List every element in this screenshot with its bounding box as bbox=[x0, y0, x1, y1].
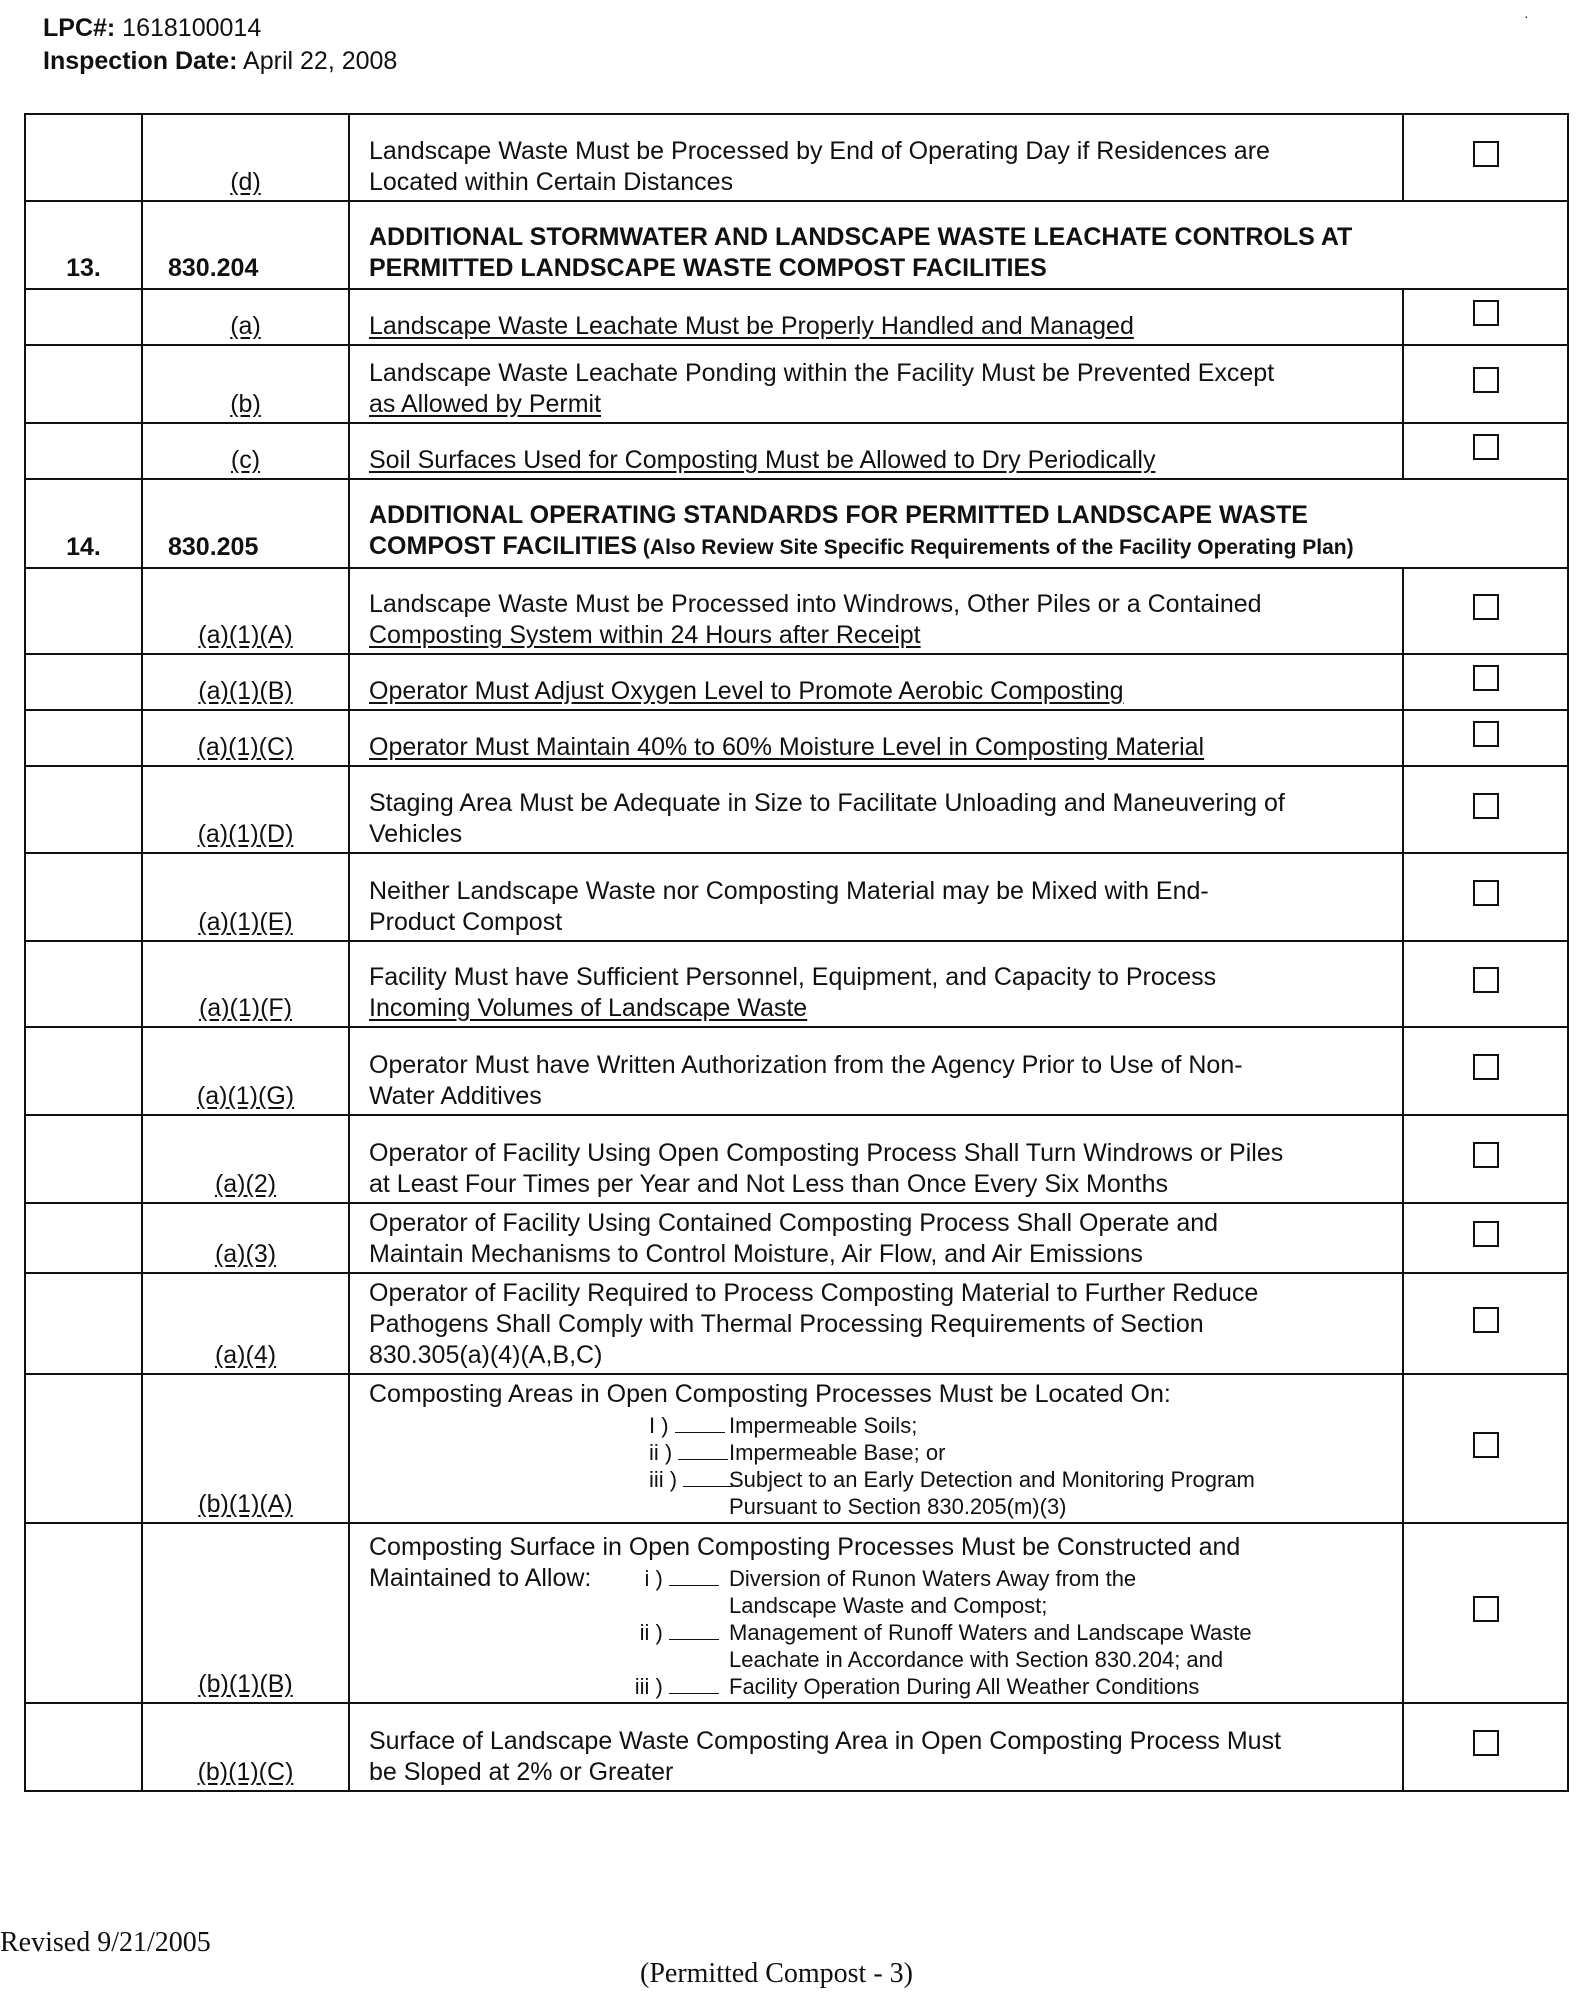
checkbox-cell bbox=[1403, 568, 1568, 654]
table-row bbox=[25, 766, 1568, 853]
checkbox-cell bbox=[1403, 1523, 1568, 1703]
table-row bbox=[25, 941, 1568, 1027]
checkbox-cell bbox=[1403, 766, 1568, 853]
table-row bbox=[25, 423, 1568, 479]
subsection-cell: (b)(1)(B) bbox=[142, 1523, 349, 1703]
location-options-list: I ) Impermeable Soils; ii ) Impermeable Base; or iii ) Subject to an Early Detection and Monitoring Program Pursuant to Section 830.205(m)(3) bbox=[649, 1413, 1255, 1519]
inspection-date-label: Inspection Date: bbox=[43, 47, 238, 75]
item-number-cell bbox=[25, 345, 142, 423]
compliance-checkbox[interactable] bbox=[1473, 1730, 1499, 1756]
checkbox-cell bbox=[1403, 1703, 1568, 1791]
checkbox-cell bbox=[1403, 710, 1568, 766]
checkbox-cell bbox=[1403, 1273, 1568, 1374]
requirement-cell: Facility Must have Sufficient Personnel, Equipment, and Capacity to Process Incoming Volumes of Landscape Waste bbox=[349, 941, 1403, 1027]
compliance-checkbox[interactable] bbox=[1473, 793, 1499, 819]
section-heading: ADDITIONAL OPERATING STANDARDS FOR PERMITTED LANDSCAPE WASTE COMPOST FACILITIES (Also Review Site Specific Requirements of the Facility Operating Plan) bbox=[349, 479, 1568, 568]
compliance-checkbox[interactable] bbox=[1473, 1307, 1499, 1333]
checkbox-cell bbox=[1403, 853, 1568, 941]
table-row bbox=[25, 1523, 1568, 1703]
table-row bbox=[25, 114, 1568, 201]
section-heading: ADDITIONAL STORMWATER AND LANDSCAPE WASTE LEACHATE CONTROLS AT PERMITTED LANDSCAPE WASTE COMPOST FACILITIES bbox=[349, 201, 1568, 289]
subsection-cell: (a)(2) bbox=[142, 1115, 349, 1203]
compliance-checkbox[interactable] bbox=[1473, 880, 1499, 906]
lpc-label: LPC#: bbox=[43, 14, 116, 42]
requirement-cell: Composting Areas in Open Composting Processes Must be Located On: I ) Impermeable Soils; ii ) Impermeable Base; or iii ) Subject to an Early Detection and Monitoring Program Pursuant to Section 830.205(m)(3) bbox=[349, 1374, 1403, 1523]
table-row bbox=[25, 1273, 1568, 1374]
requirement-cell: Operator Must Maintain 40% to 60% Moisture Level in Composting Material bbox=[349, 710, 1403, 766]
checkbox-cell bbox=[1403, 941, 1568, 1027]
requirement-cell: Operator of Facility Using Contained Composting Process Shall Operate and Maintain Mechanisms to Control Moisture, Air Flow, and Air Emissions bbox=[349, 1203, 1403, 1273]
section-header-row bbox=[25, 479, 1568, 568]
page-label: (Permitted Compost - 3) bbox=[640, 1958, 913, 1989]
requirement-cell: Neither Landscape Waste nor Composting Material may be Mixed with End- Product Compost bbox=[349, 853, 1403, 941]
inspection-date-line bbox=[43, 45, 397, 78]
table-row bbox=[25, 568, 1568, 654]
compliance-checkbox[interactable] bbox=[1473, 300, 1499, 326]
inspection-date-value: April 22, 2008 bbox=[237, 47, 398, 75]
compliance-checkbox[interactable] bbox=[1473, 967, 1499, 993]
item-number-cell bbox=[25, 710, 142, 766]
requirement-cell: Staging Area Must be Adequate in Size to Facilitate Unloading and Maneuvering of Vehicles bbox=[349, 766, 1403, 853]
compliance-checkbox[interactable] bbox=[1473, 1142, 1499, 1168]
checkbox-cell bbox=[1403, 289, 1568, 345]
table-row bbox=[25, 345, 1568, 423]
subsection-cell: (a)(1)(G) bbox=[142, 1027, 349, 1115]
compliance-checkbox[interactable] bbox=[1473, 594, 1499, 620]
item-number-cell bbox=[25, 941, 142, 1027]
item-number-cell bbox=[25, 568, 142, 654]
section-cell: 830.204 bbox=[142, 201, 349, 289]
subsection-cell: (c) bbox=[142, 423, 349, 479]
table-row bbox=[25, 1203, 1568, 1273]
table-row bbox=[25, 710, 1568, 766]
page-header bbox=[43, 12, 397, 78]
requirement-cell: Composting Surface in Open Composting Processes Must be Constructed and Maintained to Allow: i ) Diversion of Runon Waters Away from the Landscape Waste and Compost; ii ) Management of Runoff Waters and Landscape Waste Leachate in Accordance with Section 830.204; and iii ) Facility Operation During All Weather Conditions bbox=[349, 1523, 1403, 1703]
requirement-cell: Operator of Facility Using Open Composting Process Shall Turn Windrows or Piles at Least Four Times per Year and Not Less than Once Every Six Months bbox=[349, 1115, 1403, 1203]
requirement-cell: Landscape Waste Must be Processed into Windrows, Other Piles or a Contained Composting System within 24 Hours after Receipt bbox=[349, 568, 1403, 654]
requirement-cell: Operator Must have Written Authorization from the Agency Prior to Use of Non- Water Additives bbox=[349, 1027, 1403, 1115]
table-row bbox=[25, 654, 1568, 710]
table-row bbox=[25, 1027, 1568, 1115]
section-header-row bbox=[25, 201, 1568, 289]
item-number-cell bbox=[25, 1703, 142, 1791]
lpc-value: 1618100014 bbox=[115, 14, 262, 42]
section-note: (Also Review Site Specific Requirements of the Facility Operating Plan) bbox=[637, 536, 1354, 559]
checkbox-cell bbox=[1403, 1203, 1568, 1273]
item-number-cell bbox=[25, 1115, 142, 1203]
checkbox-cell bbox=[1403, 114, 1568, 201]
compliance-checkbox[interactable] bbox=[1473, 1596, 1499, 1622]
requirement-cell: Soil Surfaces Used for Composting Must be Allowed to Dry Periodically bbox=[349, 423, 1403, 479]
subsection-cell: (a)(3) bbox=[142, 1203, 349, 1273]
item-number-cell bbox=[25, 654, 142, 710]
item-number-cell: 13. bbox=[25, 201, 142, 289]
compliance-checkbox[interactable] bbox=[1473, 1432, 1499, 1458]
item-number-cell bbox=[25, 853, 142, 941]
section-cell: 830.205 bbox=[142, 479, 349, 568]
blank-line[interactable] bbox=[678, 1441, 728, 1460]
requirement-cell: Operator of Facility Required to Process Composting Material to Further Reduce Pathogens Shall Comply with Thermal Processing Requirements of Section 830.305(a)(4)(A,B,C) bbox=[349, 1273, 1403, 1374]
subsection-cell: (d) bbox=[142, 114, 349, 201]
subsection-cell: (b)(1)(A) bbox=[142, 1374, 349, 1523]
requirement-cell: Operator Must Adjust Oxygen Level to Promote Aerobic Composting bbox=[349, 654, 1403, 710]
compliance-checkbox[interactable] bbox=[1473, 721, 1499, 747]
scan-speck: · bbox=[1524, 8, 1529, 24]
table-row bbox=[25, 853, 1568, 941]
subsection-cell: (a)(1)(A) bbox=[142, 568, 349, 654]
item-number-cell bbox=[25, 1523, 142, 1703]
checkbox-cell bbox=[1403, 1374, 1568, 1523]
compliance-checkbox[interactable] bbox=[1473, 1221, 1499, 1247]
requirement-cell: Surface of Landscape Waste Composting Area in Open Composting Process Must be Sloped at 2% or Greater bbox=[349, 1703, 1403, 1791]
table-row bbox=[25, 1115, 1568, 1203]
item-number-cell bbox=[25, 114, 142, 201]
item-number-cell bbox=[25, 1203, 142, 1273]
blank-line[interactable] bbox=[669, 1675, 719, 1694]
subsection-cell: (a)(1)(B) bbox=[142, 654, 349, 710]
subsection-cell: (a)(4) bbox=[142, 1273, 349, 1374]
subsection-cell: (b)(1)(C) bbox=[142, 1703, 349, 1791]
checkbox-cell bbox=[1403, 345, 1568, 423]
item-number-cell: 14. bbox=[25, 479, 142, 568]
subsection-cell: (a)(1)(E) bbox=[142, 853, 349, 941]
inspection-checklist-table bbox=[24, 113, 1569, 1792]
item-number-cell bbox=[25, 1273, 142, 1374]
item-number-cell bbox=[25, 1374, 142, 1523]
requirement-cell: Landscape Waste Leachate Must be Properly Handled and Managed bbox=[349, 289, 1403, 345]
lpc-line bbox=[43, 12, 397, 45]
requirement-cell: Landscape Waste Leachate Ponding within the Facility Must be Prevented Except as Allowed by Permit bbox=[349, 345, 1403, 423]
surface-options-list: Maintained to Allow: i ) Diversion of Runon Waters Away from the Landscape Waste and Compost; ii ) Management of Runoff Waters and Landscape Waste Leachate in Accordance with Section 830.204; and iii ) Facility Operation During All Weather Conditions bbox=[369, 1564, 1252, 1699]
blank-line[interactable] bbox=[683, 1468, 733, 1487]
item-number-cell bbox=[25, 1027, 142, 1115]
subsection-cell: (b) bbox=[142, 345, 349, 423]
checkbox-cell bbox=[1403, 423, 1568, 479]
requirement-cell: Landscape Waste Must be Processed by End of Operating Day if Residences are Located within Certain Distances bbox=[349, 114, 1403, 201]
blank-line[interactable] bbox=[675, 1414, 725, 1433]
table-row bbox=[25, 1374, 1568, 1523]
compliance-checkbox[interactable] bbox=[1473, 665, 1499, 691]
checkbox-cell bbox=[1403, 1115, 1568, 1203]
blank-line[interactable] bbox=[669, 1567, 719, 1586]
subsection-cell: (a)(1)(F) bbox=[142, 941, 349, 1027]
item-number-cell bbox=[25, 423, 142, 479]
compliance-checkbox[interactable] bbox=[1473, 434, 1499, 460]
compliance-checkbox[interactable] bbox=[1473, 367, 1499, 393]
checkbox-cell bbox=[1403, 1027, 1568, 1115]
item-number-cell bbox=[25, 289, 142, 345]
blank-line[interactable] bbox=[669, 1621, 719, 1640]
item-number-cell bbox=[25, 766, 142, 853]
compliance-checkbox[interactable] bbox=[1473, 141, 1499, 167]
checkbox-cell bbox=[1403, 654, 1568, 710]
compliance-checkbox[interactable] bbox=[1473, 1054, 1499, 1080]
revision-note: Revised 9/21/2005 bbox=[0, 1927, 211, 1958]
subsection-cell: (a) bbox=[142, 289, 349, 345]
subsection-cell: (a)(1)(C) bbox=[142, 710, 349, 766]
table-row bbox=[25, 1703, 1568, 1791]
table-row bbox=[25, 289, 1568, 345]
subsection-cell: (a)(1)(D) bbox=[142, 766, 349, 853]
